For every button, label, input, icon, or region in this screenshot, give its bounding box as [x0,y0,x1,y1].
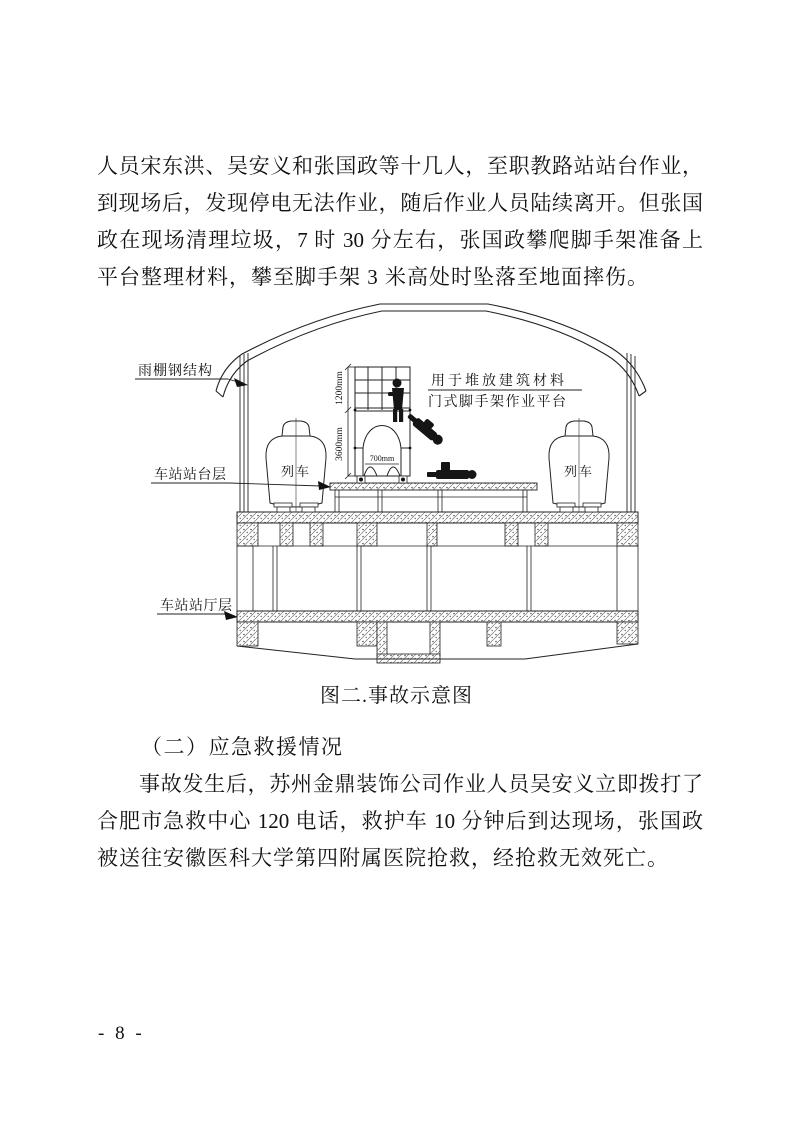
body-line: 到现场后，发现停电无法作业，随后作业人员陆续离开。但张国 [97,191,703,215]
figure-caption: 图二.事故示意图 [320,685,473,707]
concourse-level-label [157,597,238,620]
scaffold-dimensions [335,364,399,479]
concourse-label-text: 车站站厅层 [160,599,233,614]
dimension-3600mm: 3600mm [335,427,345,461]
scaffold-annotation [428,372,582,410]
page-number: - 8 - [98,1023,145,1044]
fallen-person-figure [427,462,477,479]
body-line: 平台整理材料，攀至脚手架 3 米高处时坠落至地面摔伤。 [97,265,649,289]
train-right-label: 列车 [563,464,595,479]
body-line: 政在现场清理垃圾，7 时 30 分左右，张国政攀爬脚手架准备上 [97,228,703,252]
concourse-columns [237,546,638,611]
accident-diagram-svg [130,296,675,680]
train-left-label: 列车 [280,464,312,479]
concourse-floor-slab [237,611,638,622]
body-line: 合肥市急救中心 120 电话，救护车 10 分钟后到达现场，张国政 [97,809,703,833]
dimension-1200mm: 1200mm [335,371,345,405]
worker-on-scaffold-figure [388,379,404,423]
paragraph-accident-description [97,148,703,296]
track-slab [237,512,638,523]
dimension-700mm: 700mm [369,454,395,463]
platform-label-text: 车站站台层 [154,468,227,483]
scaffold-tower [354,367,412,483]
body-line: 人员宋东洪、吴安义和张国政等十几人，至职教路站站台作业， [97,154,703,178]
train-left [266,418,326,512]
section-heading: （二）应急救援情况 [141,735,344,759]
body-line: 事故发生后，苏州金鼎装饰公司作业人员吴安义立即拨打了 [139,772,703,796]
annotation-line2-text: 门式脚手架作业平台 [428,395,568,410]
under-track-piers [237,523,638,546]
platform-slab [330,483,537,512]
paragraph-rescue [97,766,703,877]
figure-accident-diagram [130,296,675,680]
train-right [549,418,609,512]
canopy-structure-label [135,362,248,387]
falling-person-figure [405,408,447,447]
body-line: 被送往安徽医科大学第四附属医院抢救，经抢救无效死亡。 [97,846,669,870]
foundation [237,622,638,663]
annotation-line1-text: 用于堆放建筑材料 [431,374,567,389]
canopy-label-text: 雨棚钢结构 [138,364,213,379]
